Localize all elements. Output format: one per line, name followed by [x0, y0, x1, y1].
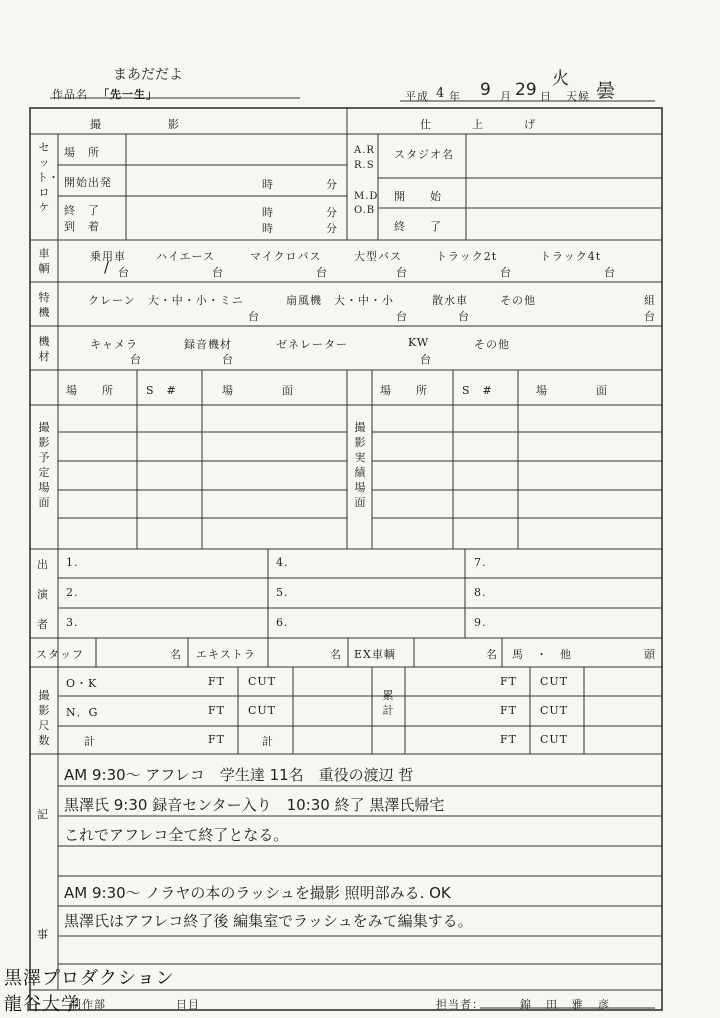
kizai-item: その他	[474, 338, 510, 351]
shuryo-label: 終 了	[64, 204, 100, 217]
vehicle-item: ハイエース	[156, 250, 216, 263]
cut-label: CUT	[540, 675, 569, 688]
kei-label: 計	[84, 735, 96, 748]
tokki-item: クレーン 大・中・小・ミニ	[88, 294, 244, 307]
cast-number: 7.	[474, 556, 487, 569]
kizai-unit: 台	[420, 353, 432, 366]
footage-label: 撮影尺数	[38, 689, 50, 747]
ft-label: FT	[500, 675, 517, 688]
footer-tantou-label: 担当者：	[436, 998, 484, 1011]
vehicle-item: トラック2t	[436, 250, 498, 263]
vehicle-item: トラック4t	[540, 250, 602, 263]
actual-col-basho: 場 所	[380, 384, 428, 397]
footer-chief-label: 制作部	[70, 998, 106, 1011]
cast-number: 4.	[276, 556, 289, 569]
watermark-line1: 黒澤プロダクション	[4, 968, 175, 989]
ji-3: 時	[262, 222, 274, 235]
note-line: AM 9:30～ アフレコ 学生達 11名 重役の渡辺 哲	[64, 766, 414, 784]
kizai-unit: 台	[222, 353, 234, 366]
actual-col-s: S #	[462, 384, 493, 397]
date-month: 9	[480, 80, 491, 100]
fun-3: 分	[326, 222, 338, 235]
ft-label: FT	[208, 733, 225, 746]
footer-tantou-name: 錦 田 雅 彦	[520, 998, 611, 1011]
set-loke-label: セット・ロケ	[37, 141, 59, 214]
tokki-unit: 台	[248, 310, 260, 323]
ex-car-mei: 名	[486, 648, 498, 661]
ji-1: 時	[262, 178, 274, 191]
kizai-unit: 台	[130, 353, 142, 366]
ar-label: A.R	[354, 145, 375, 156]
kaishi2-label: 開 始	[394, 190, 442, 203]
footer-day-label: 日目	[176, 998, 200, 1011]
touchaku-label: 到 着	[64, 220, 100, 233]
ft-label: FT	[500, 733, 517, 746]
actual-col-bamen: 場 面	[536, 384, 608, 397]
tokki-unit: 台	[644, 310, 656, 323]
tokki-item: 散水車	[432, 294, 468, 307]
cut-label: CUT	[540, 733, 569, 746]
cast-number: 9.	[474, 616, 487, 629]
kizai-item: ゼネレーター	[276, 338, 348, 351]
kaishi-label: 開始出発	[64, 176, 112, 189]
vehicle-unit: 台	[212, 266, 224, 279]
note-line: 黒澤氏はアフレコ終了後 編集室でラッシュをみて編集する。	[64, 912, 473, 930]
ft-label: FT	[208, 704, 225, 717]
tokki-item: 扇風機 大・中・小	[286, 294, 394, 307]
shiage-heading: 仕 上 げ	[420, 118, 537, 131]
note-line: 黒澤氏 9:30 録音センター入り 10:30 終了 黒澤氏帰宅	[64, 796, 445, 814]
kizai-item: 録音機材	[184, 338, 232, 351]
shuryo2-label: 終 了	[394, 220, 442, 233]
sakuhin-value: 「先一生」	[98, 88, 158, 101]
rs-label: R.S	[354, 160, 375, 171]
plan-col-basho: 場 所	[66, 384, 114, 397]
cut-label: CUT	[248, 704, 277, 717]
date-era: 平成	[405, 90, 429, 103]
plan-label: 撮影予定場面	[38, 421, 50, 509]
date-year-unit: 年	[449, 90, 461, 103]
weather-label: 天候	[566, 90, 590, 103]
plan-col-s: S #	[146, 384, 177, 397]
ob-label: O.B	[354, 205, 376, 216]
cast-number: 5.	[276, 586, 289, 599]
notes-label-ji: 事	[37, 928, 49, 941]
ruikei-label: 累計	[382, 689, 394, 717]
actual-label: 撮影実績場面	[354, 421, 366, 509]
tokki-item: 組	[644, 294, 656, 307]
cast-number: 3.	[66, 616, 79, 629]
kizai-label: 機材	[38, 335, 50, 363]
weather-value: 曇	[596, 80, 616, 102]
kizai-item: KW	[408, 336, 430, 349]
tokki-unit: 台	[396, 310, 408, 323]
vehicle-unit: 台	[316, 266, 328, 279]
staff-mei: 名	[170, 648, 182, 661]
ok-label: O・K	[66, 677, 98, 690]
ng-label: N．G	[66, 706, 99, 719]
ji-2: 時	[262, 206, 274, 219]
kei-label: 計	[262, 735, 274, 748]
date-month-unit: 月	[500, 90, 512, 103]
plan-col-bamen: 場 面	[222, 384, 294, 397]
ft-label: FT	[208, 675, 225, 688]
kizai-item: キャメラ	[90, 338, 138, 351]
notes-label-ki: 記	[37, 808, 49, 821]
cast-label-shutsu: 出	[37, 558, 49, 571]
vehicle-count: /	[104, 258, 110, 276]
fun-2: 分	[326, 206, 338, 219]
vehicles-label: 車輌	[38, 247, 50, 275]
tokki-unit: 台	[458, 310, 470, 323]
date-day-unit: 日	[540, 90, 552, 103]
vehicle-unit: 台	[604, 266, 616, 279]
date-year: 4	[436, 86, 446, 101]
cast-label-en: 演	[37, 588, 49, 601]
uma-tou: 頭	[644, 648, 656, 661]
cut-label: CUT	[540, 704, 569, 717]
md-label: M.D	[354, 191, 379, 202]
vehicle-item: マイクロバス	[250, 250, 322, 263]
sakuhin-label: 作品名	[52, 88, 88, 101]
cast-number: 6.	[276, 616, 289, 629]
note-line: AM 9:30～ ノラヤの本のラッシュを撮影 照明部みる. OK	[64, 884, 451, 902]
cast-number: 1.	[66, 556, 79, 569]
ft-label: FT	[500, 704, 517, 717]
extra-mei: 名	[330, 648, 342, 661]
satsuei-heading: 撮 影	[90, 118, 181, 131]
note-line: これでアフレコ全て終了となる。	[64, 826, 289, 844]
cast-label-sha: 者	[37, 618, 49, 631]
watermark-line2: 龍谷大学	[4, 994, 80, 1015]
date-day: 29	[515, 80, 537, 100]
basho-label: 場 所	[64, 146, 100, 159]
vehicle-unit: 台	[396, 266, 408, 279]
vehicle-unit: 台	[118, 266, 130, 279]
tokki-item: その他	[500, 294, 536, 307]
cut-label: CUT	[248, 675, 277, 688]
vehicle-item: 大型バス	[354, 250, 402, 263]
studio-label: スタジオ名	[394, 148, 454, 161]
fun-1: 分	[326, 178, 338, 191]
cast-number: 2.	[66, 586, 79, 599]
extra-label: エキストラ	[196, 648, 256, 661]
staff-label: スタッフ	[36, 648, 84, 661]
cast-number: 8.	[474, 586, 487, 599]
vehicle-item: 乗用車	[90, 250, 126, 263]
ex-car-label: EX車輌	[354, 648, 396, 661]
vehicle-unit: 台	[500, 266, 512, 279]
title-handwritten: まあだだよ	[113, 67, 183, 83]
weekday: 火	[552, 69, 569, 89]
uma-label: 馬 ・ 他	[512, 648, 572, 661]
tokki-label: 特機	[38, 291, 50, 319]
